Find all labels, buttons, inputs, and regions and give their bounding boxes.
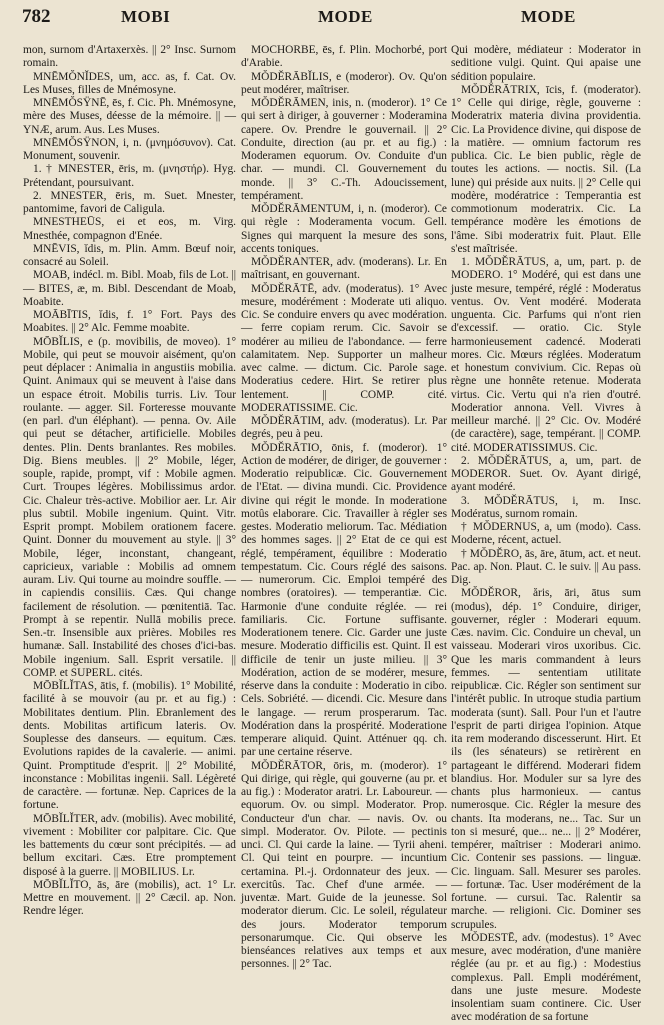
entry-paragraph: MŎDESTĒ, adv. (modestus). 1° Avec mesure, avec modération, d'une manière réglée (au pr. et au fig.) : Modestius complexus. Pall. Empli modérément, dans une juste mesure. Modeste insolentiam suam continere. Cic. User avec modération de sa fortune bbox=[451, 931, 641, 1024]
entry-paragraph: MNĒMŎNĬDES, um, acc. as, f. Cat. Ov. Les Muses, filles de Mnémosyne. bbox=[23, 70, 236, 96]
entry-paragraph: MŎDĔRĀTIM, adv. (moderatus). Lr. Par degrés, peu à peu. bbox=[241, 415, 447, 441]
entry-paragraph: MŌBĬLĬTAS, ātis, f. (mobilis). 1° Mobilité, facilité à se mouvoir (au pr. et au fig.) : Mobilitates dentium. Plin. Ebranlement des dents. Mobilitas artificum lateris. Ov. Souplesse des danseurs. — equitum. Cæs. Evolutions rapides de la cavalerie. — animi. Quint. Promptitude d'esprit. || 2° Mobilité, inconstance : Mobilitas ingenii. Sall. Légèreté de caractère. — fortunæ. Nep. Caprices de la fortune. bbox=[23, 680, 236, 812]
entry-paragraph: † MŎDĔRO, ās, āre, ātum, act. et neut. Pac. ap. Non. Plaut. C. le suiv. || Au pass. Dig. bbox=[451, 547, 641, 586]
guide-word-center: MODE bbox=[318, 7, 373, 26]
column-right bbox=[451, 44, 641, 1024]
entry-paragraph: MOCHORBE, ēs, f. Plin. Mochorbé, port d'Arabie. bbox=[241, 44, 447, 70]
entry-paragraph: MŌBĬLĬTER, adv. (mobilis). Avec mobilité, vivement : Mobiliter cor palpitare. Cic. Que les battements du cœur sont précipités. — ad bellum excitari. Cæs. Etre promptement disposé à la guerre. || MOBILIUS. Lr. bbox=[23, 812, 236, 878]
entry-paragraph: MŎDĔRĀTIO, ōnis, f. (moderor). 1° Action de modérer, de diriger, de gouverner : Moderatio reipublicæ. Cic. Gouvernement de l'Etat. — divina mundi. Cic. Providence divine qui régit le monde. In moderatione motûs elaborare. Cic. Travailler à régler ses gestes. Moderatio meliorum. Tac. Médiation des hommes sages. || 2° Etat de ce qui est réglé, tempérament, équilibre : Moderatio tempestatum. Cic. Cours réglé des saisons. — numerorum. Cic. Emploi tempéré des nombres (oratoires). — temperantiæ. Cic. Harmonie d'une conduite réglée. — rei familiaris. Cic. Fortune suffisante. Moderationem tenere. Cic. Garder une juste mesure. Moderatio difficilis est. Quint. Il est difficile de tenir un juste milieu. || 3° Modération, action de se modérer, mesure, réserve dans la conduite : Moderatio in cibo. Cels. Sobriété. — dicendi. Cic. Mesure dans le langage. — rerum prosperarum. Tac. Modération dans la prospérité. Moderatione temperare aliquid. Quint. Atténuer qq. ch. par une certaine réserve. bbox=[241, 441, 447, 759]
entry-paragraph: MNĒMŎSŸNĒ, ēs, f. Cic. Ph. Mnémosyne, mère des Muses, déesse de la mémoire. || — YNÆ, arum. Aus. Les Muses. bbox=[23, 97, 236, 136]
entry-paragraph: 1. † MNESTER, ēris, m. (μνηστήρ). Hyg. Prétendant, poursuivant. bbox=[23, 163, 236, 189]
page-header bbox=[0, 0, 664, 40]
column-center bbox=[241, 44, 447, 994]
entry-paragraph: MŌBĬLIS, e (p. movibilis, de moveo). 1° Mobile, qui peut se mouvoir aisément, qu'on peut déplacer : Animalia in angustiis mobilia. Quint. Animaux qui se meuvent à l'aise dans un espace étroit. Mobilis turris. Liv. Tour roulante. — agger. Sil. Forteresse mouvante (en parl. d'un éléphant). — penna. Ov. Aile qui peut se détacher, artificielle. Mobiles dentes. Plin. Dents branlantes. Res mobiles. Dig. Biens meubles. || 2° Mobile, léger, souple, rapide, prompt, vif : Mobile agmen. Curt. Troupes légères. Mobilissimus ardor. Cic. Chaleur très-active. Mobilior aer. Lr. Air plus subtil. Mobile ingenium. Quint. Vitr. Esprit prompt. Mobilem orationem facere. Quint. Donner du mouvement au style. || 3° Mobile, léger, inconstant, changeant, capricieux, variable : Mobilis ad omnem auram. Liv. Qui tourne au moindre souffle. — in capiendis consiliis. Cæs. Qui change facilement de résolution. — pœnitentiā. Tac. Prompt à se repentir. Nullā mobilis prece. Sen.-tr. Insensible aux prières. Mobiles res humanæ. Sall. Instabilité des choses d'ici-bas. Mobile ingenium. Sall. Esprit versatile. || COMP. et SUPERL. cités. bbox=[23, 335, 236, 679]
page-number: 782 bbox=[22, 6, 51, 27]
entry-paragraph: 1. MŎDĔRĀTUS, a, um, part. p. de MODERO. 1° Modéré, qui est dans une juste mesure, tempéré, réglé : Moderatus ventus. Ov. Vent modéré. Moderata unguenta. Cic. Parfums qui n'ont rien d'excessif. — oratio. Cic. Style harmonieusement cadencé. Moderati mores. Cic. Mœurs réglées. Moderatum et honestum convivium. Cic. Repas où règne une honnête retenue. Moderata virtus. Cic. Vertu qui n'a rien d'outré. Moderatior annona. Vell. Vivres à meilleur marché. || 2° Cic. Ov. Modéré (de caractère), sage, tempérant. || COMP. cité. MODERATISSIMUS. Cic. bbox=[451, 256, 641, 454]
entry-paragraph: MOĀBĪTIS, ĭdis, f. 1° Fort. Pays des Moabites. || 2° Alc. Femme moabite. bbox=[23, 309, 236, 335]
entry-paragraph: MOAB, indécl. m. Bibl. Moab, fils de Lot. || — BITES, æ, m. Bibl. Descendant de Moab, Moabite. bbox=[23, 269, 236, 308]
entry-paragraph: MŎDĔRĀTOR, ōris, m. (moderor). 1° Qui dirige, qui règle, qui gouverne (au pr. et au fig.) : Moderator aratri. Lr. Laboureur. — equorum. Ov. ou simpl. Moderator. Prop. Conducteur d'un char. — navis. Ov. ou simpl. Moderator. Ov. Pilote. — pectinis unci. Cl. Qui carde la laine. — Tyrii aheni. Cl. Qui teint en pourpre. — incuntium certamina. Pl.-j. Ordonnateur des jeux. — exercitûs. Tac. Chef d'une armée. — juventæ. Mart. Guide de la jeunesse. Sol moderator dierum. Cic. Le soleil, régulateur des jours. Moderator temporum personarumque. Cic. Qui observe les bienséances relatives aux temps et aux personnes. || 2° Tac. bbox=[241, 759, 447, 971]
column-left bbox=[23, 44, 236, 994]
entry-paragraph: MŎDĔRĀMENTUM, i, n. (moderor). Ce qui règle : Moderamenta vocum. Gell. Signes qui marquent la mesure des sons, accents toniques. bbox=[241, 203, 447, 255]
entry-paragraph: MŎDĔROR, ăris, āri, ātus sum (modus), dép. 1° Conduire, diriger, gouverner, régler : Moderari equum. Cæs. navim. Cic. Conduire un cheval, un vaisseau. Moderari viros uxoribus. Cic. Que les maris commandent à leurs femmes. — sententiam utilitate reipublicæ. Cic. Régler son sentiment sur l'intérêt public. In utroque studia partium moderata (sunt). Sall. Pour l'un et l'autre l'esprit de parti dirigea l'opinion. Atque ita rem moderando discesserunt. Hirt. Et ils (les sénateurs) se retirèrent en partageant le différend. Moderari fidem blandius. Hor. Moduler sur sa lyre des chants plus harmonieux. — cantus numerosque. Cic. Régler la mesure des chants. Ita moderans, ne... Tac. Sur un ton si mesuré, que... ne... || 2° Modérer, tempérer, maîtriser : Moderari animo. Cic. Contenir ses passions. — linguæ. Cic. linguam. Sall. Mesurer ses paroles. — fortunæ. Tac. User modérément de la fortune. — cursui. Tac. Ralentir sa marche. — religioni. Cic. Dominer ses scrupules. bbox=[451, 587, 641, 931]
entry-paragraph: MŌBĬLĬTO, ās, āre (mobilis), act. 1° Lr. Mettre en mouvement. || 2° Cæcil. ap. Non. Rendre léger. bbox=[23, 878, 236, 918]
entry-paragraph: MŎDĔRĀTRIX, īcis, f. (moderator). 1° Celle qui dirige, règle, gouverne : Moderatrix materia divina providentia. Cic. La Providence divine, qui dispose de la matière. — omnium factorum res publica. Cic. Le bien public, règle de toutes les actions. — noctis. Sil. (La lune) qui préside aux nuits. || 2° Celle qui modère, modératrice : Temperantia est commotionum moderatrix. Cic. La tempérance modère les émotions de l'âme. Sibi moderatrix fuit. Plaut. Elle s'est maîtrisée. bbox=[451, 83, 641, 255]
entry-paragraph: MŎDĔRĀBĬLIS, e (moderor). Ov. Qu'on peut modérer, maîtriser. bbox=[241, 70, 447, 96]
guide-word-right: MODE bbox=[521, 7, 576, 26]
entry-paragraph: Qui modère, médiateur : Moderator in seditione vulgi. Quint. Qui apaise une sédition populaire. bbox=[451, 44, 641, 83]
entry-paragraph: MNESTHEŪS, ei et eos, m. Virg. Mnesthée, compagnon d'Enée. bbox=[23, 216, 236, 242]
entry-paragraph: MNĒMŎSŸNON, i, n. (μνημόσυνον). Cat. Monument, souvenir. bbox=[23, 136, 236, 162]
entry-paragraph: MŎDĔRĀMEN, inis, n. (moderor). 1° Ce qui sert à diriger, à gouverner : Moderamina capere. Ov. Prendre le gouvernail. || 2° Conduite, direction (au pr. et au fig.) : Moderamen equorum. Ov. Conduite d'un char. — mundi. Cl. Gouvernement du monde. || 3° C.-Th. Adoucissement, tempérament. bbox=[241, 97, 447, 202]
entry-paragraph: † MŎDERNUS, a, um (modo). Cass. Moderne, récent, actuel. bbox=[451, 521, 641, 547]
entry-paragraph: MNĒVIS, ĭdis, m. Plin. Amm. Bœuf noir, consacré au Soleil. bbox=[23, 242, 236, 268]
entry-paragraph: 2. MŎDĔRĀTUS, a, um, part. de MODEROR. Suet. Ov. Ayant dirigé, ayant modéré. bbox=[451, 454, 641, 494]
entry-paragraph: MŎDĔRANTER, adv. (moderans). Lr. En maîtrisant, en gouvernant. bbox=[241, 256, 447, 282]
entry-paragraph: 3. MŎDĔRĀTUS, i, m. Insc. Modératus, surnom romain. bbox=[451, 494, 641, 520]
entry-paragraph: MŎDĔRĀTĒ, adv. (moderatus). 1° Avec mesure, modérément : Moderate uti aliquo. Cic. Se conduire envers qu avec modération. — ferre copiam rerum. Cic. Savoir se modérer au milieu de l'abondance. — ferre calamitatem. Nep. Supporter un malheur avec calme. — dictum. Cic. Parole sage. Moderatius cedere. Hirt. Se retirer plus lentement. || COMP. cité. MODERATISSIME. Cic. bbox=[241, 282, 447, 414]
entry-paragraph: mon, surnom d'Artaxerxès. || 2° Insc. Surnom romain. bbox=[23, 44, 236, 70]
entry-paragraph: 2. MNESTER, ēris, m. Suet. Mnester, pantomime, favori de Caligula. bbox=[23, 189, 236, 215]
guide-word-left: MOBI bbox=[121, 7, 171, 26]
